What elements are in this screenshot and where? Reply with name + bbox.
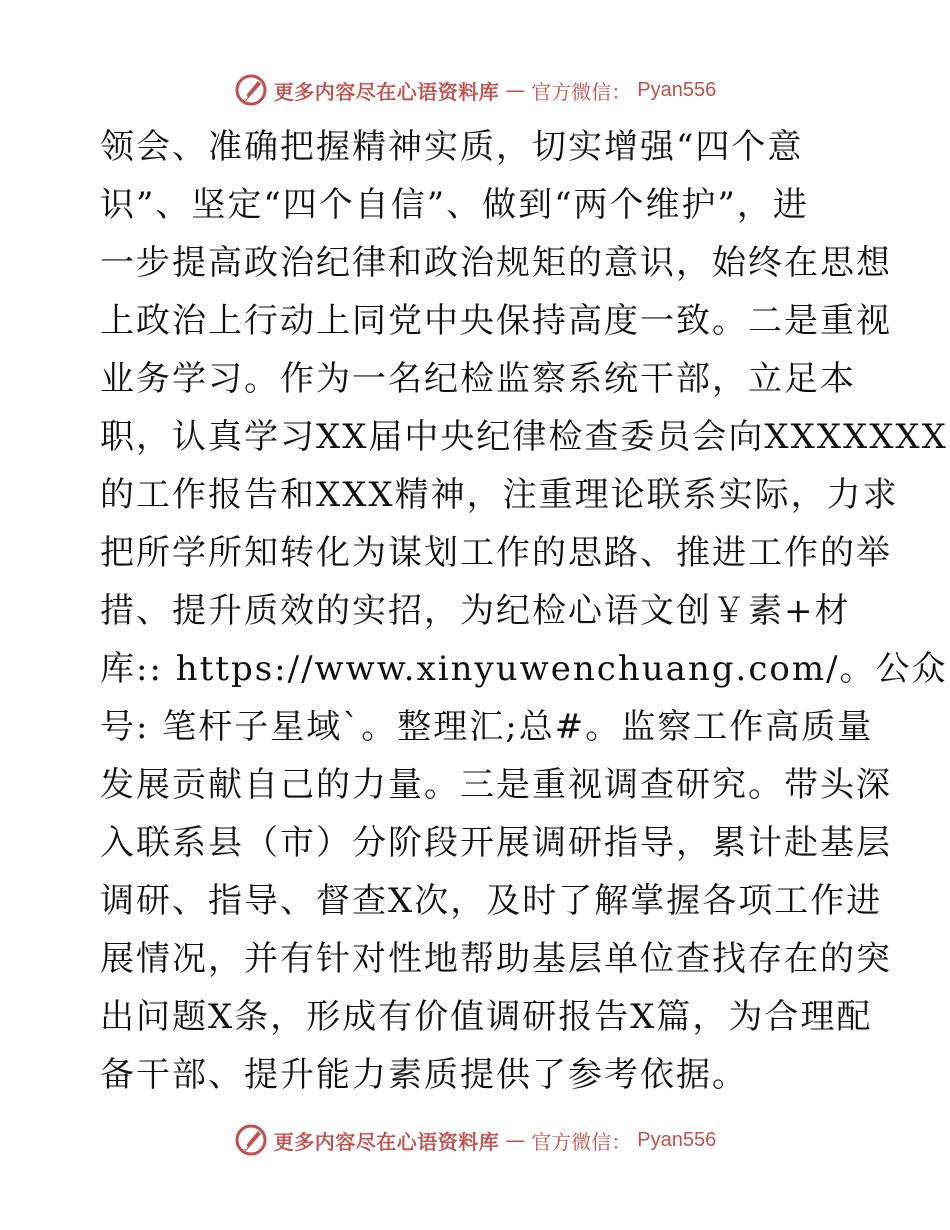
footer-banner-wechat-id: Pyan556 [637,1128,717,1151]
body-line: 一步提高政治纪律和政治规矩的意识，始终在思想 [100,243,892,283]
header-banner [0,70,950,110]
body-line: 的工作报告和XXX精神，注重理论联系实际，力求 [100,475,899,515]
footer-banner-title: 更多内容尽在心语资料库 [273,1129,500,1154]
body-line: 识”、坚定“四个自信”、做到“两个维护”，进 [100,185,809,225]
body-line: 发展贡献自己的力量。三是重视调查研究。带头深 [100,765,892,805]
body-line: 把所学所知转化为谋划工作的思路、推进工作的举 [100,533,892,573]
body-line: 出问题X条，形成有价值调研报告X篇，为合理配 [100,997,873,1037]
body-line: 调研、指导、督查X次，及时了解掌握各项工作进 [100,881,883,921]
header-banner-wechat-id: Pyan556 [637,78,717,101]
quill-logo-icon [234,73,268,107]
header-banner-title: 更多内容尽在心语资料库 [273,79,500,104]
body-line: 上政治上行动上同党中央保持高度一致。二是重视 [100,301,892,341]
body-line: 业务学习。作为一名纪检监察系统干部，立足本 [100,359,856,399]
quill-logo-icon [234,1123,268,1157]
body-line: 入联系县（市）分阶段开展调研指导，累计赴基层 [100,823,892,863]
body-line: 展情况，并有针对性地帮助基层单位查找存在的突 [100,939,892,979]
header-banner-dash: — [505,78,526,102]
footer-banner-wechat-label: 官方微信： [531,1129,632,1154]
body-line: 备干部、提升能力素质提供了参考依据。 [100,1055,748,1095]
body-text [100,118,948,1104]
footer-banner-dash: — [505,1128,526,1152]
body-line: 库:: https://www.xinyuwenchuang.com/。公众 [100,649,948,689]
footer-banner [0,1120,950,1160]
body-line: 领会、准确把握精神实质，切实增强“四个意 [100,127,804,167]
body-line: 号: 笔杆子星域`。整理汇;总#。监察工作高质量 [100,707,874,747]
body-line: 职，认真学习XX届中央纪律检查委员会向XXXXXXX [100,417,948,457]
header-banner-wechat-label: 官方微信： [531,79,632,104]
body-line: 措、提升质效的实招，为纪检心语文创￥素+材 [100,591,851,631]
